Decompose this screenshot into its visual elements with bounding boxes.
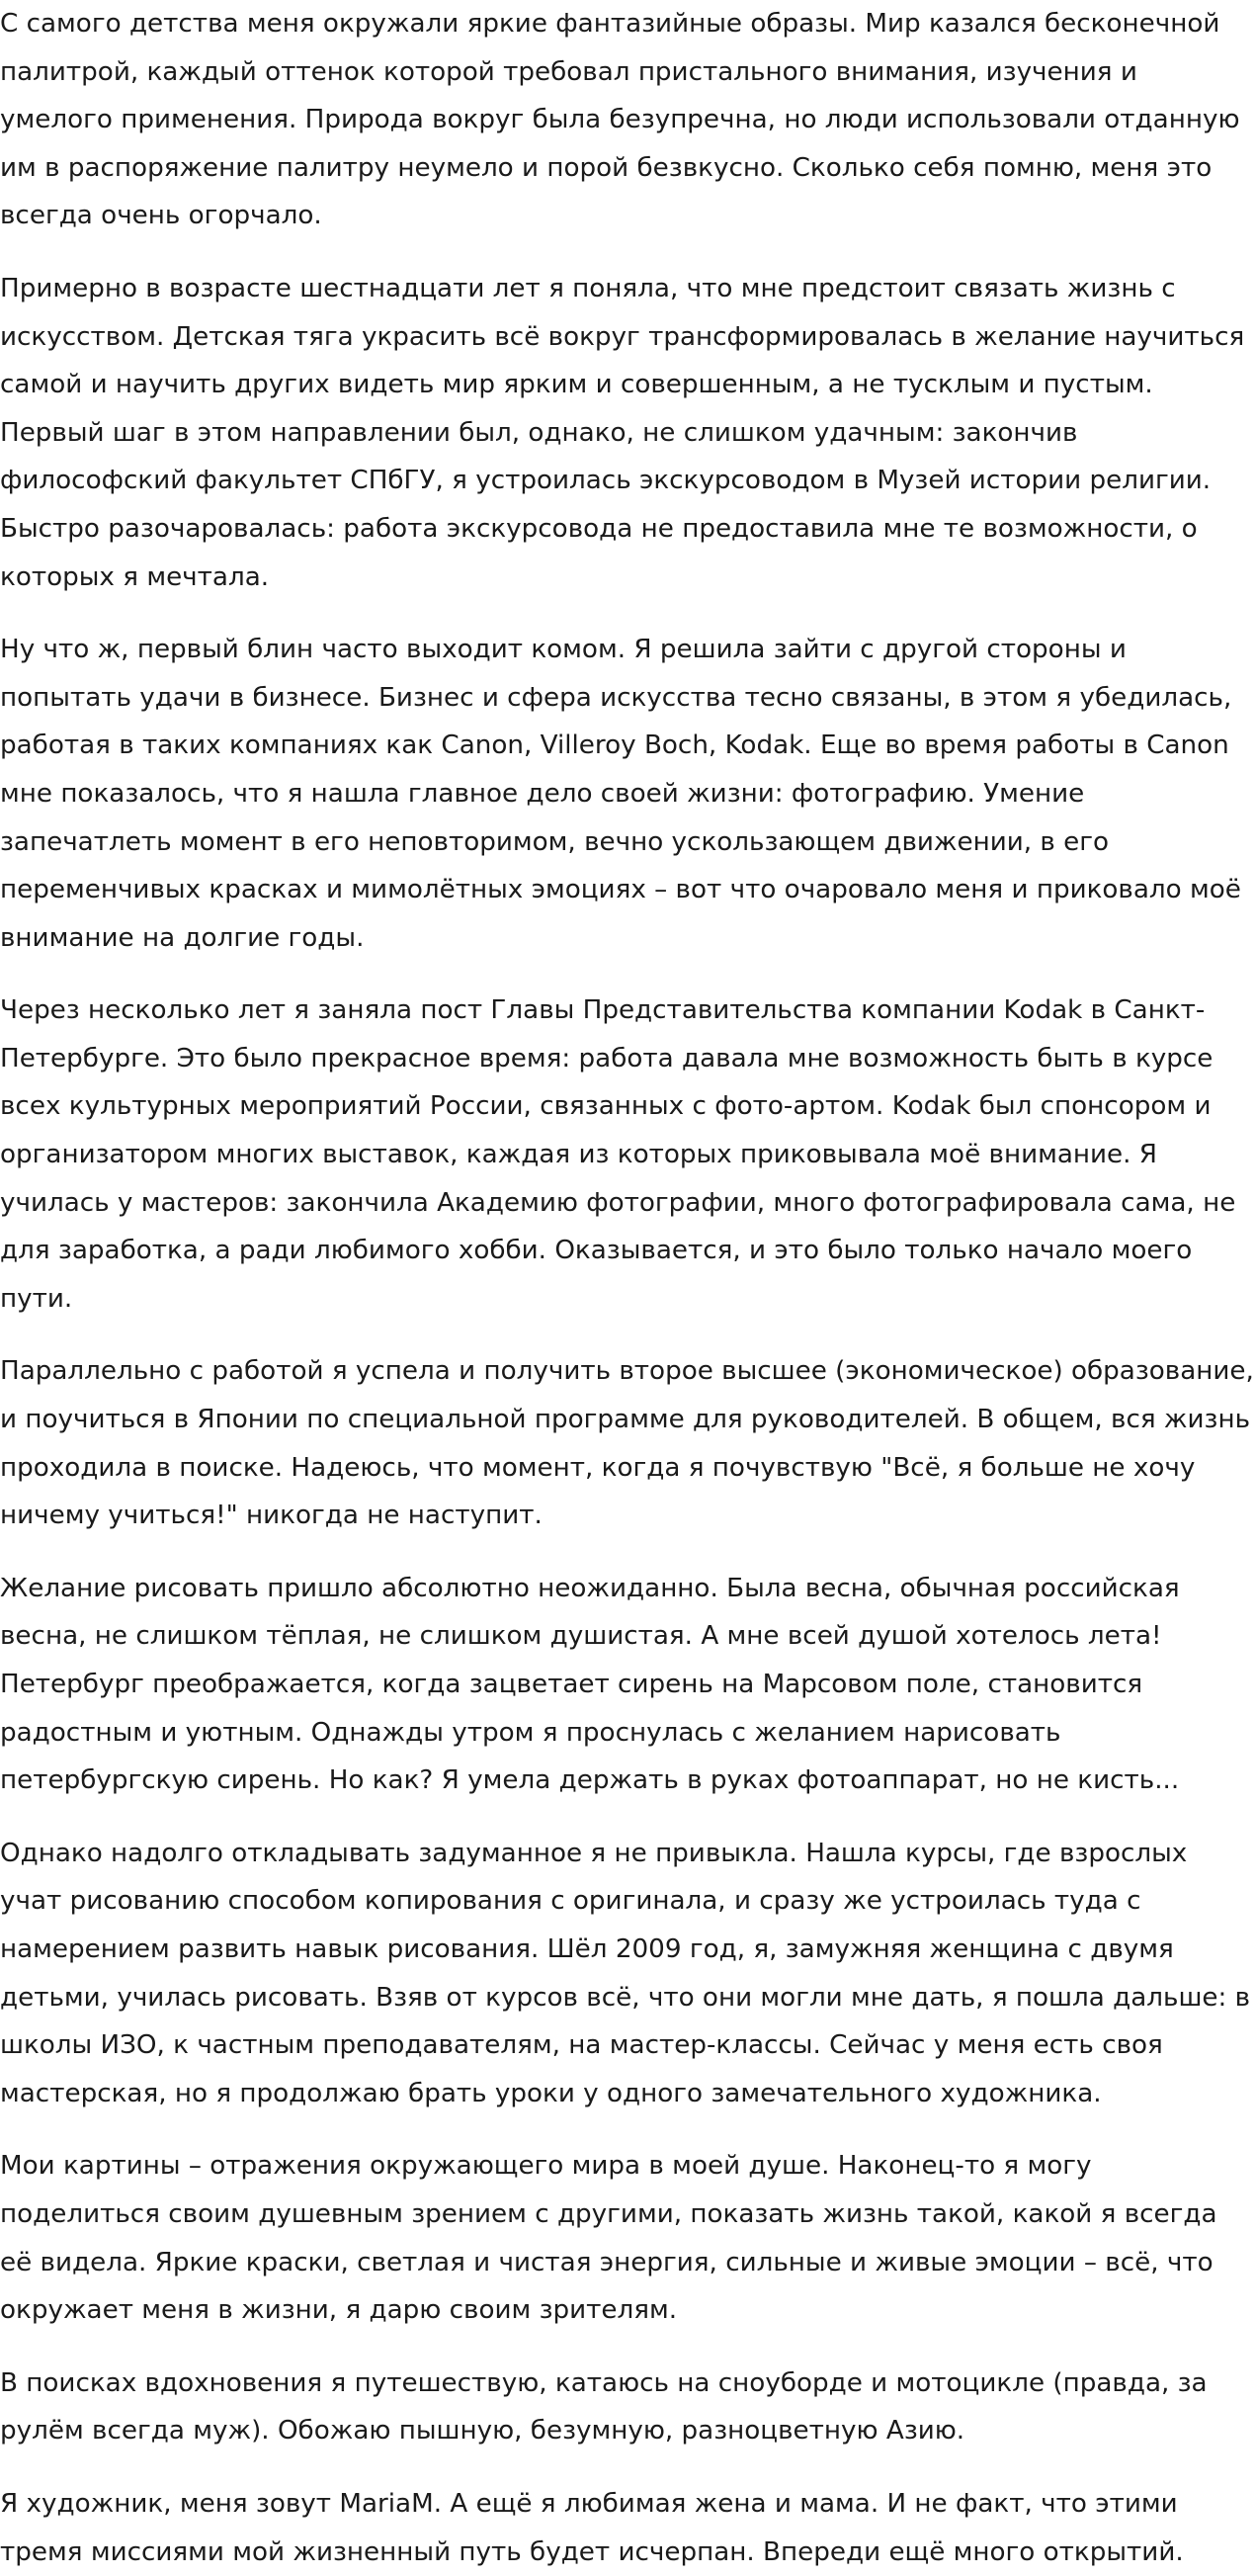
paragraph-business: Ну что ж, первый блин часто выходит комом. Я решила зайти с другой стороны и попытать удачи в бизнесе. Бизнес и сфера искусства тесно связаны, в этом я убедилась, работая в таких компаниях как Canon, Villeroy Boch, Kodak. Еще во время работы в Canon мне показалось, что я нашла главное дело своей жизни: фотографию. Умение запечатлеть момент в его неповторимом, вечно ускользающем движении, в его переменчивых красках и мимолётных эмоциях – вот что очаровало меня и приковало моё внимание на долгие годы. bbox=[0, 635, 1241, 953]
paragraph-travel: В поисках вдохновения я путешествую, катаюсь на сноуборде и мотоцикле (правда, за рулём всегда муж). Обожаю пышную, безумную, разноцветную Азию. bbox=[0, 2367, 1208, 2447]
paragraph-childhood: С самого детства меня окружали яркие фантазийные образы. Мир казался бесконечной палитрой, каждый оттенок которой требовал пристального внимания, изучения и умелого применения. Природа вокруг была безупречна, но люди использовали отданную им в распоряжение палитру неумело и порой безвкусно. Сколько себя помню, меня это всегда очень огорчало. bbox=[0, 9, 1240, 231]
paragraph-kodak: Через несколько лет я заняла пост Главы Представительства компании Kodak в Санкт-Петербурге. Это было прекрасное время: работа давала мне возможность быть в курсе всех культурных мероприятий России, связанных с фото-артом. Kodak был спонсором и организатором многих выставок, каждая из которых приковывала моё внимание. Я училась у мастеров: закончила Академию фотографии, много фотографировала сама, не для заработка, а ради любимого хобби. Оказывается, и это было только начало моего пути. bbox=[0, 995, 1236, 1314]
paragraph-painting-desire: Желание рисовать пришло абсолютно неожиданно. Была весна, обычная российская весна, не слишком тёплая, не слишком душистая. А мне всей душой хотелось лета! Петербург преображается, когда зацветает сирень на Марсовом поле, становится радостным и уютным. Однажды утром я проснулась с желанием нарисовать петербургскую сирень. Но как? Я умела держать в руках фотоаппарат, но не кисть... bbox=[0, 1573, 1180, 1796]
paragraph-university: Примерно в возрасте шестнадцати лет я поняла, что мне предстоит связать жизнь с искусством. Детская тяга украсить всё вокруг трансформировалась в желание научиться самой и научить других видеть мир ярким и совершенным, а не тусклым и пустым. Первый шаг в этом направлении был, однако, не слишком удачным: закончив философский факультет СПбГУ, я устроилась экскурсоводом в Музей истории религии. Быстро разочаровалась: работа экскурсовода не предоставила мне те возможности, о которых я мечтала. bbox=[0, 273, 1245, 592]
paragraph-courses: Однако надолго откладывать задуманное я не привыкла. Нашла курсы, где взрослых учат рисованию способом копирования с оригинала, и сразу же устроилась туда с намерением развить навык рисования. Шёл 2009 год, я, замужняя женщина с двумя детьми, училась рисовать. Взяв от курсов всё, что они могли мне дать, я пошла дальше: в школы ИЗО, к частным преподавателям, на мастер-классы. Сейчас у меня есть своя мастерская, но я продолжаю брать уроки у одного замечательного художника. bbox=[0, 1838, 1251, 2108]
paragraph-paintings: Мои картины – отражения окружающего мира в моей душе. Наконец-то я могу поделиться своим душевным зрением с другими, показать жизнь такой, какой я всегда её видела. Яркие краски, светлая и чистая энергия, сильные и живые эмоции – всё, что окружает меня в жизни, я дарю своим зрителям. bbox=[0, 2151, 1217, 2326]
paragraph-education: Параллельно с работой я успела и получить второе высшее (экономическое) образование, и поучиться в Японии по специальной программе для руководителей. В общем, вся жизнь проходила в поиске. Надеюсь, что момент, когда я почувствую "Всё, я больше не хочу ничему учиться!" никогда не наступит. bbox=[0, 1356, 1254, 1531]
paragraph-artist: Я художник, меня зовут MariaM. А ещё я любимая жена и мама. И не факт, что этими тремя миссиями мой жизненный путь будет исчерпан. Впереди ещё много открытий. bbox=[0, 2488, 1184, 2567]
